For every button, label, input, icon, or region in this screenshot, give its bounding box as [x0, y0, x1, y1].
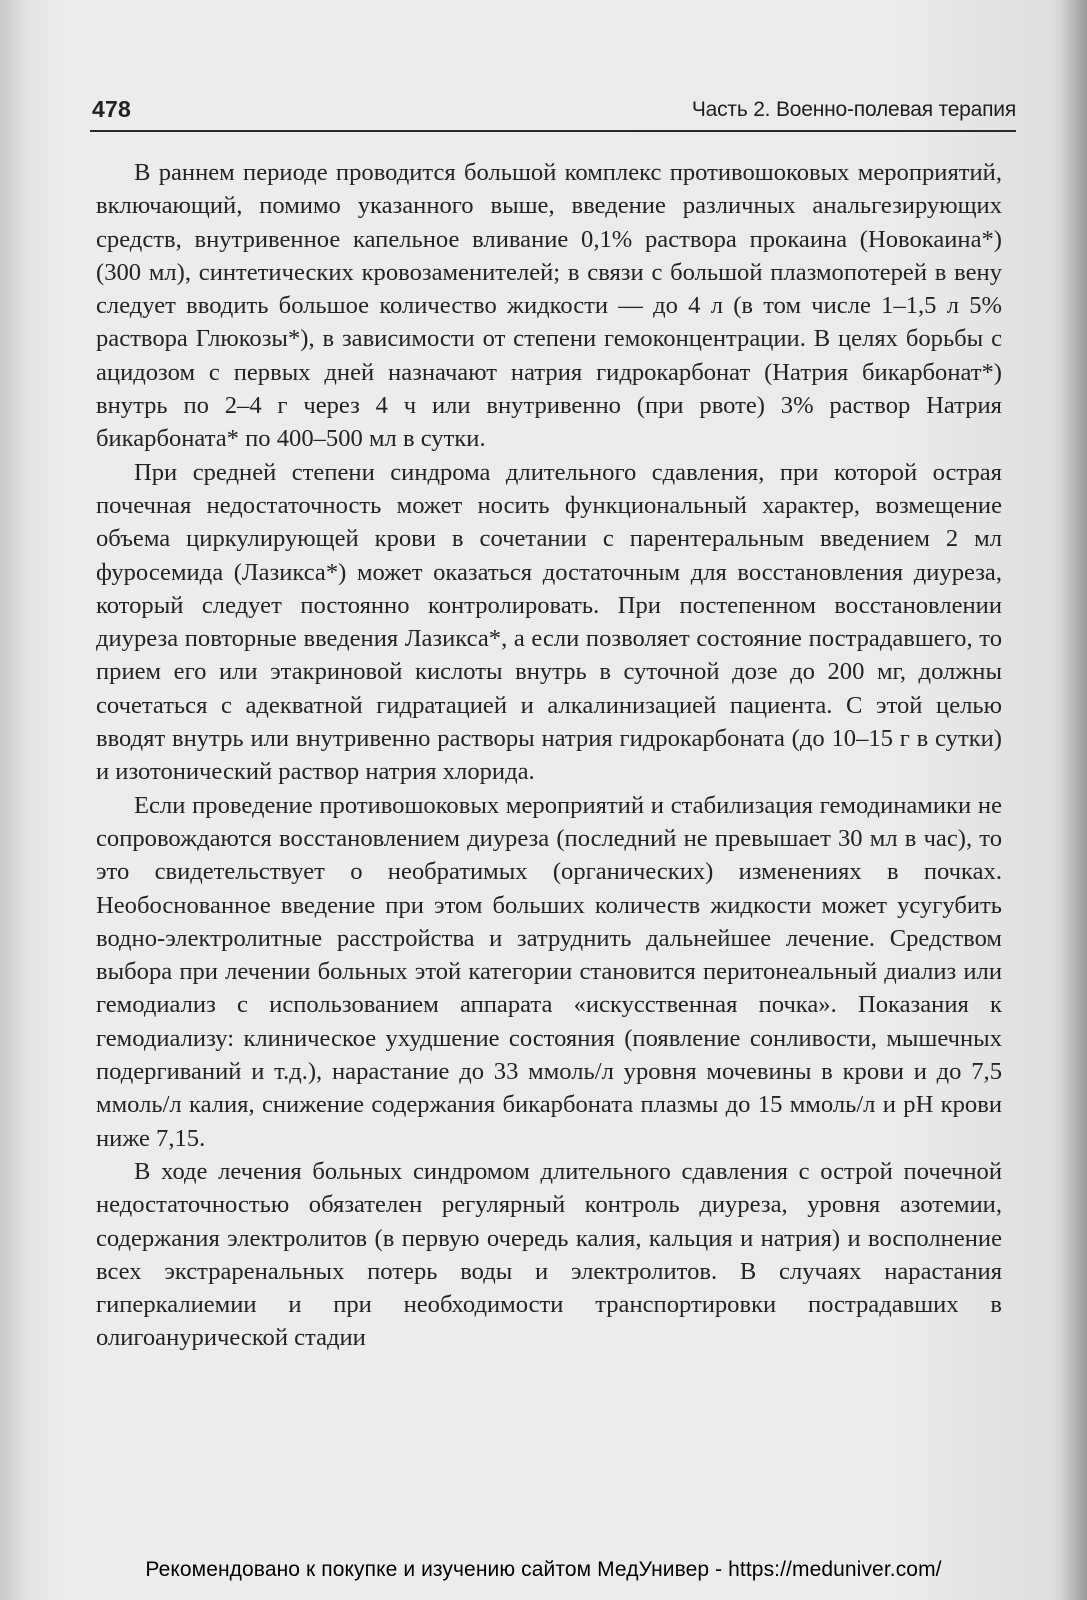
paragraph-2: При средней степени синдрома длительного сдавления, при которой острая почечная недостаточность может носить функциональный характер, возмещение объема циркулирующей крови в сочетании с парентеральным введением 2 мл фуросемида (Лазикса*) может оказаться достаточным для восстановления диуреза, который следует постоянно контролировать. При постепенном восстановлении диуреза повторные введения Лазикса*, а если позволяет состояние пострадавшего, то прием его или этакриновой кислоты внутрь в суточной дозе до 200 мг, должны сочетаться с адекватной гидратацией и алкалинизацией пациента. С этой целью вводят внутрь или внутривенно растворы натрия гидрокарбоната (до 10–15 г в сутки) и изотонический раствор натрия хлорида. [96, 458, 1002, 786]
paragraph-3: Если проведение противошоковых мероприятий и стабилизация гемодинамики не сопровождаются восстановлением диуреза (последний не превышает 30 мл в час), то это свидетельствует о необратимых (органических) изменениях в почках. Необоснованное введение при этом больших количеств жидкости может усугубить водно-электролитные расстройства и затруднить дальнейшее лечение. Средством выбора при лечении больных этой категории становится перитонеальный диализ или гемодиализ с использованием аппарата «искусственная почка». Показания к гемодиализу: клиническое ухудшение состояния (появление сонливости, мышечных подергиваний и т.д.), нарастание до 33 ммоль/л уровня мочевины в крови и до 7,5 ммоль/л калия, снижение содержания бикарбоната плазмы до 15 ммоль/л и pH крови ниже 7,15. [96, 791, 1002, 1152]
running-title: Часть 2. Военно-полевая терапия [691, 98, 1016, 121]
paragraph-4: В ходе лечения больных синдромом длительного сдавления с острой почечной недостаточностью обязателен регулярный контроль диуреза, уровня азотемии, содержания электролитов (в первую очередь калия, кальция и натрия) и восполнение всех экстраренальных потерь воды и электролитов. В случаях нарастания гиперкалиемии и при необходимости транспортировки пострадавших в олигоанурической стадии [96, 1157, 1002, 1352]
page-edge-shadow [1061, 0, 1087, 1600]
header-rule [90, 130, 1016, 132]
page-number: 478 [92, 96, 131, 122]
footer-watermark: Рекомендовано к покупке и изучению сайтом МедУнивер - https://meduniver.com/ [145, 1558, 942, 1581]
page-header [90, 96, 1016, 132]
body-text [96, 156, 1002, 1355]
paragraph-1: В раннем периоде проводится большой комплекс противошоковых мероприятий, включающий, помимо указанного выше, введение различных анальгезирующих средств, внутривенное капельное вливание 0,1% раствора прокаина (Новокаина*) (300 мл), синтетических кровозаменителей; в связи с большой плазмопотерей в вену следует вводить большое количество жидкости — до 4 л (в том числе 1–1,5 л 5% раствора Глюкозы*), в зависимости от степени гемоконцентрации. В целях борьбы с ацидозом с первых дней назначают натрия гидрокарбонат (Натрия бикарбонат*) внутрь по 2–4 г через 4 ч или внутривенно (при рвоте) 3% раствор Натрия бикарбоната* по 400–500 мл в сутки. [96, 159, 1002, 453]
